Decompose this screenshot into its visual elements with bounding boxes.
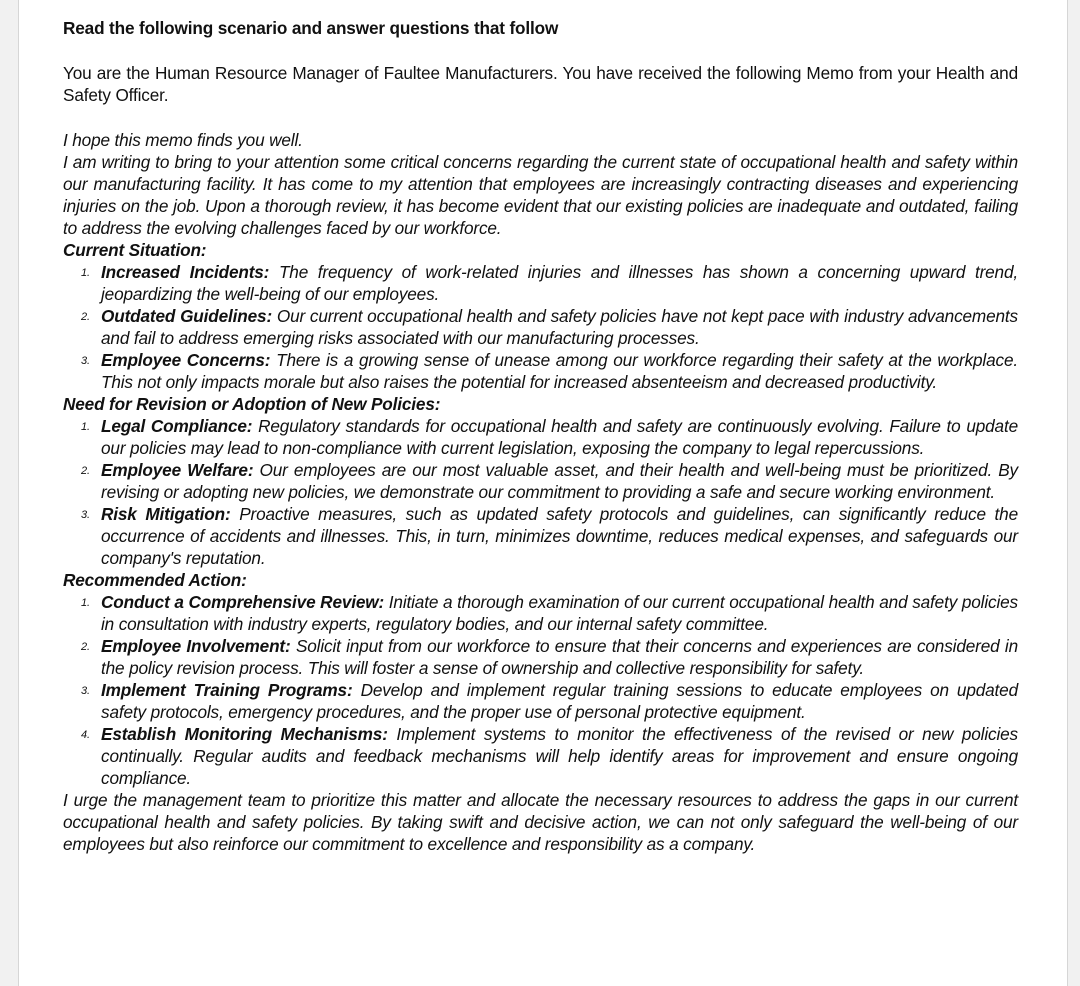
- item-lead: Establish Monitoring Mechanisms:: [101, 724, 388, 744]
- item-lead: Employee Welfare:: [101, 460, 254, 480]
- item-number: 3.: [81, 509, 90, 521]
- list-item: [63, 415, 1018, 459]
- list-item: [63, 591, 1018, 635]
- item-lead: Risk Mitigation:: [101, 504, 231, 524]
- item-number: 1.: [81, 421, 90, 433]
- item-text: There is a growing sense of unease among our workforce regarding their safety at the workplace. This not only impacts morale but also raises the potential for increased absenteeism and decreased productivity.: [101, 350, 1018, 392]
- item-text: Our employees are our most valuable asset, and their health and well-being must be prioritized. By revising or adopting new policies, we demonstrate our commitment to providing a safe and secure working environment.: [101, 460, 1018, 502]
- list-item: [63, 261, 1018, 305]
- item-lead: Increased Incidents:: [101, 262, 270, 282]
- list-item: [63, 635, 1018, 679]
- item-text: Initiate a thorough examination of our current occupational health and safety policies in consultation with industry experts, regulatory bodies, and our internal safety committee.: [101, 592, 1018, 634]
- list-item: [63, 679, 1018, 723]
- memo-closing: I urge the management team to prioritize this matter and allocate the necessary resources to address the gaps in our current occupational health and safety policies. By taking swift and decisive action, we can not only safeguard the well-being of our employees but also reinforce our commitment to excellence and responsibility as a company.: [63, 790, 1018, 854]
- item-lead: Employee Involvement:: [101, 636, 291, 656]
- recommended-action-list: [63, 591, 1018, 789]
- section-heading-need-for-revision: Need for Revision or Adoption of New Policies:: [63, 394, 441, 414]
- scenario-title: Read the following scenario and answer questions that follow: [63, 18, 559, 38]
- item-number: 2.: [81, 641, 90, 653]
- memo-body: [63, 129, 1018, 855]
- scenario-intro: You are the Human Resource Manager of Faultee Manufacturers. You have received the following Memo from your Health and Safety Officer.: [63, 63, 1018, 105]
- section-heading-current-situation: Current Situation:: [63, 240, 207, 260]
- item-text: Implement systems to monitor the effectiveness of the revised or new policies continually. Regular audits and feedback mechanisms will help identify areas for improvement and ensure ongoing compliance.: [101, 724, 1018, 788]
- item-text: Develop and implement regular training sessions to educate employees on updated safety protocols, emergency procedures, and the proper use of personal protective equipment.: [101, 680, 1018, 722]
- memo-opening: I am writing to bring to your attention some critical concerns regarding the current state of occupational health and safety within our manufacturing facility. It has come to my attention that employees are increasingly contracting diseases and experiencing injuries on the job. Upon a thorough review, it has become evident that our existing policies are inadequate and outdated, failing to address the evolving challenges faced by our workforce.: [63, 152, 1018, 238]
- item-text: Our current occupational health and safety policies have not kept pace with industry advancements and fail to address emerging risks associated with our manufacturing processes.: [101, 306, 1018, 348]
- list-item: [63, 305, 1018, 349]
- item-number: 2.: [81, 465, 90, 477]
- item-number: 3.: [81, 685, 90, 697]
- need-for-revision-list: [63, 415, 1018, 569]
- item-text: Solicit input from our workforce to ensure that their concerns and experiences are considered in the policy revision process. This will foster a sense of ownership and collective responsibility for safety.: [101, 636, 1018, 678]
- current-situation-list: [63, 261, 1018, 393]
- item-number: 3.: [81, 355, 90, 367]
- item-text: The frequency of work-related injuries and illnesses has shown a concerning upward trend, jeopardizing the well-being of our employees.: [101, 262, 1018, 304]
- item-lead: Implement Training Programs:: [101, 680, 353, 700]
- list-item: [63, 349, 1018, 393]
- section-heading-recommended-action: Recommended Action:: [63, 570, 247, 590]
- item-text: Proactive measures, such as updated safety protocols and guidelines, can significantly reduce the occurrence of accidents and illnesses. This, in turn, minimizes downtime, reduces medical expenses, and safeguards our company's reputation.: [101, 504, 1018, 568]
- item-number: 1.: [81, 597, 90, 609]
- item-lead: Conduct a Comprehensive Review:: [101, 592, 385, 612]
- item-number: 2.: [81, 311, 90, 323]
- item-number: 4.: [81, 729, 90, 741]
- item-lead: Employee Concerns:: [101, 350, 271, 370]
- document-page: [18, 0, 1068, 986]
- item-lead: Outdated Guidelines:: [101, 306, 273, 326]
- list-item: [63, 459, 1018, 503]
- item-number: 1.: [81, 267, 90, 279]
- document-content: [63, 17, 1018, 855]
- list-item: [63, 723, 1018, 789]
- memo-greeting: I hope this memo finds you well.: [63, 130, 303, 150]
- item-text: Regulatory standards for occupational health and safety are continuously evolving. Failure to update our policies may lead to non-compliance with current legislation, exposing the company to legal repercussions.: [101, 416, 1018, 458]
- list-item: [63, 503, 1018, 569]
- item-lead: Legal Compliance:: [101, 416, 253, 436]
